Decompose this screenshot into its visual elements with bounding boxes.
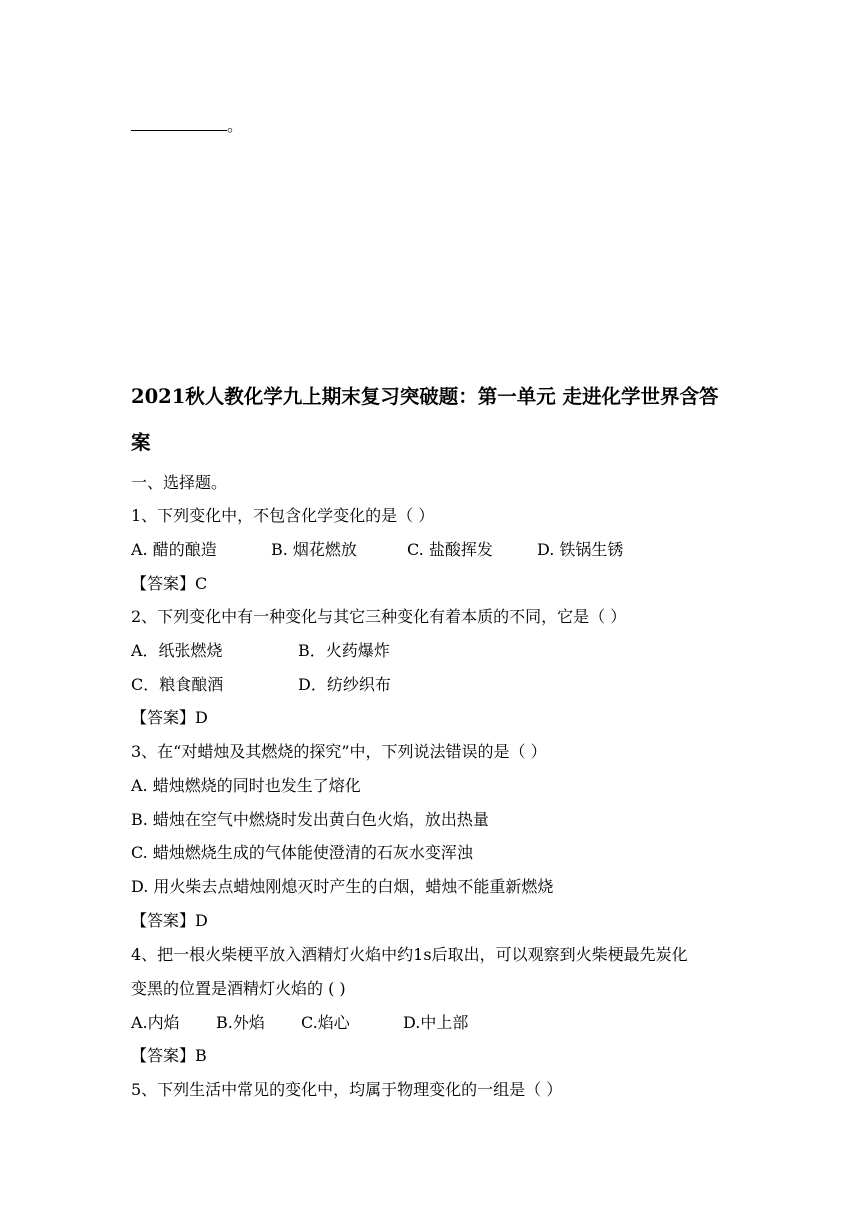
question-3-option-a: A. 蜡烛燃烧的同时也发生了熔化 [131,776,361,795]
question-3-option-b: B. 蜡烛在空气中燃烧时发出黄白色火焰，放出热量 [131,810,489,829]
question-5-stem: 5、下列生活中常见的变化中，均属于物理变化的一组是（ ） [131,1080,563,1099]
question-3-stem: 3、在“对蜡烛及其燃烧的探究”中，下列说法错误的是（ ） [131,742,547,761]
section-heading: 一、选择题。 [131,473,228,492]
question-2-option-c: C．粮食酿酒 [131,675,224,694]
question-2-option-b: B．火药爆炸 [298,641,390,660]
question-4-stem-line1: 4、把一根火柴梗平放入酒精灯火焰中约1s后取出，可以观察到火柴梗最先炭化 [131,945,688,964]
question-4-answer: 【答案】B [131,1046,207,1065]
question-2-stem: 2、下列变化中有一种变化与其它三种变化有着本质的不同，它是（ ） [131,607,627,626]
question-2-option-a: A．纸张燃烧 [131,641,223,660]
question-1-option-c: C. 盐酸挥发 [407,540,493,559]
fill-blank-line [131,116,227,131]
question-4-option-a: A.内焰 [131,1013,180,1032]
question-1-stem: 1、下列变化中，不包含化学变化的是（ ） [131,506,435,525]
document-title-line1: 2021秋人教化学九上期末复习突破题：第一单元 走进化学世界含答 [131,385,719,408]
question-1-option-b: B. 烟花燃放 [271,540,357,559]
question-3-answer: 【答案】D [131,911,208,930]
question-4-stem-line2: 变黑的位置是酒精灯火焰的 ( ) [131,979,346,998]
question-4-option-d: D.中上部 [403,1013,469,1032]
question-3-option-c: C. 蜡烛燃烧生成的气体能使澄清的石灰水变浑浊 [131,843,473,862]
question-4-option-c: C.焰心 [301,1013,350,1032]
question-1-option-a: A. 醋的酿造 [131,540,217,559]
question-4-option-b: B.外焰 [216,1013,265,1032]
question-2-answer: 【答案】D [131,708,208,727]
question-2-option-d: D．纺纱织布 [298,675,391,694]
question-1-answer: 【答案】C [131,574,208,593]
question-1-option-d: D. 铁锅生锈 [537,540,624,559]
question-3-option-d: D. 用火柴去点蜡烛刚熄灭时产生的白烟，蜡烛不能重新燃烧 [131,877,554,896]
document-title-line2: 案 [131,431,151,454]
blank-end-punct: 。 [227,116,244,135]
previous-answer-blank [131,116,243,136]
